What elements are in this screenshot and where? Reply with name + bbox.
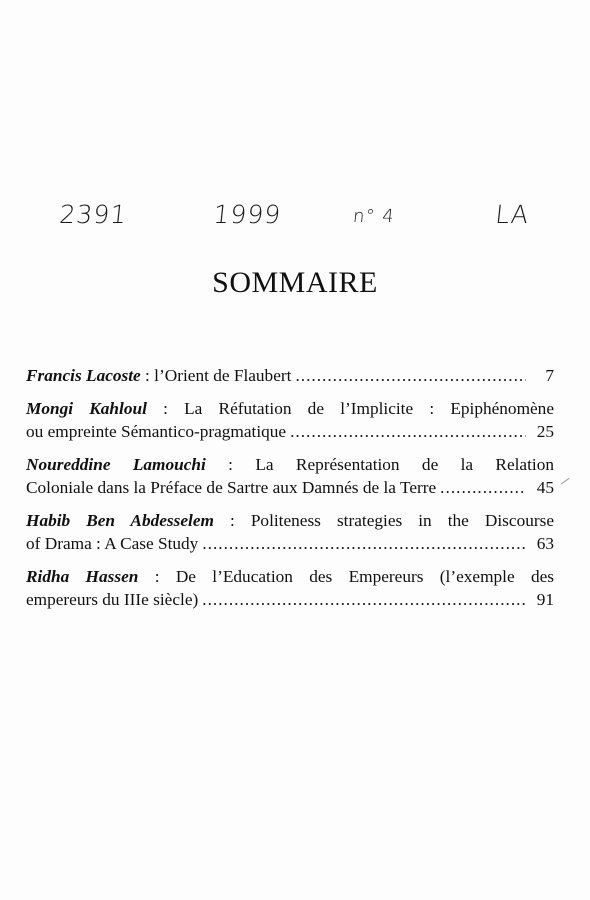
toc-leader-dots <box>202 588 526 611</box>
toc-entry-line <box>26 509 554 532</box>
toc-page-number: 7 <box>545 366 554 385</box>
toc-article-title: : De l’Education des Empereurs (l’exemple des <box>138 567 554 586</box>
toc-page-number: 25 <box>536 422 554 441</box>
toc-article-title-cont: empereurs du IIIe siècle) <box>26 590 199 609</box>
toc-entry-line <box>26 420 554 443</box>
pencil-mark <box>561 478 573 489</box>
toc-entry-line <box>26 453 554 476</box>
toc-article-title-cont: of Drama : A Case Study <box>26 534 199 553</box>
toc-page-number: 63 <box>536 534 554 553</box>
toc-entry <box>26 509 554 555</box>
toc-author: Mongi Kahloul <box>26 399 147 418</box>
toc-entry <box>26 453 554 499</box>
toc-leader-dots <box>202 532 526 555</box>
page-title: SOMMAIRE <box>212 266 378 299</box>
handwritten-note-code: LA <box>494 200 531 229</box>
toc-leader-dots <box>440 476 526 499</box>
toc-leader-dots <box>290 420 526 443</box>
toc-article-title: : La Représentation de la Relation <box>205 455 554 474</box>
toc-entry-line <box>26 364 554 387</box>
toc-entry-text <box>26 364 291 387</box>
handwritten-note-number: 2391 <box>58 200 129 229</box>
toc-entry-line <box>26 476 554 499</box>
handwritten-note-year: 1999 <box>212 200 283 229</box>
toc-author: Francis Lacoste <box>26 366 141 385</box>
table-of-contents <box>26 364 554 621</box>
handwritten-note-issue: n° 4 <box>352 206 396 227</box>
toc-page-number: 45 <box>536 478 554 497</box>
toc-article-title: : Politeness strategies in the Discourse <box>213 511 555 530</box>
toc-entry <box>26 565 554 611</box>
toc-article-title: : La Réfutation de l’Implicite : Epiphénomène <box>146 399 554 418</box>
toc-entry <box>26 397 554 443</box>
toc-author: Ridha Hassen <box>26 567 139 586</box>
toc-entry-line <box>26 565 554 588</box>
toc-entry-line <box>26 532 554 555</box>
toc-article-title-cont: ou empreinte Sémantico-pragmatique <box>26 422 287 441</box>
toc-entry-line <box>26 397 554 420</box>
toc-entry-line <box>26 588 554 611</box>
toc-author: Noureddine Lamouchi <box>26 455 206 474</box>
toc-article-title-cont: Coloniale dans la Préface de Sartre aux Damnés de la Terre <box>26 478 437 497</box>
toc-entry <box>26 364 554 387</box>
toc-author: Habib Ben Abdesselem <box>26 511 214 530</box>
toc-leader-dots <box>295 364 526 387</box>
toc-page-number: 91 <box>536 590 554 609</box>
toc-article-title: : l’Orient de Flaubert <box>140 366 292 385</box>
